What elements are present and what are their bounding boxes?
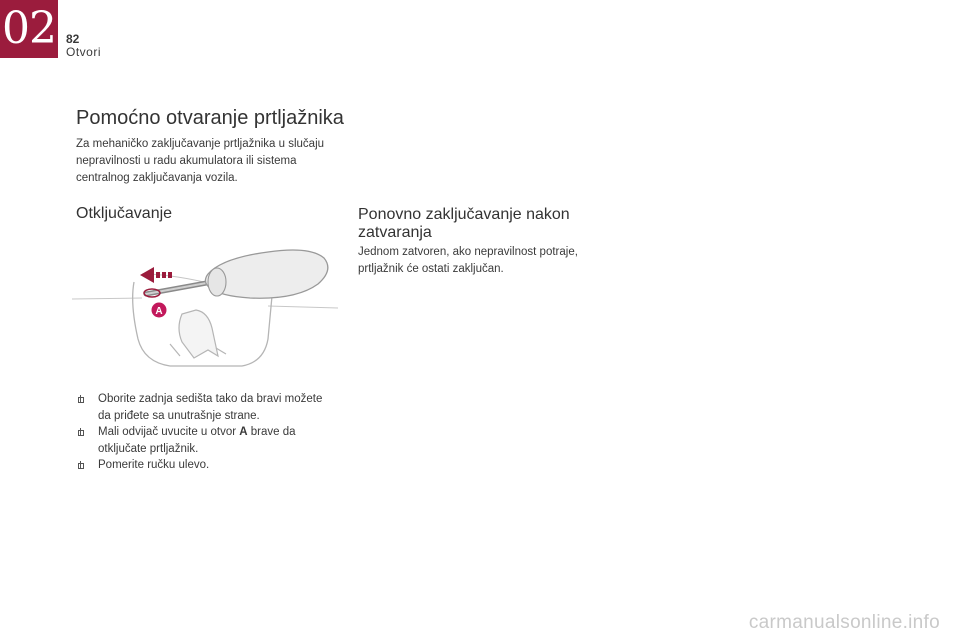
step-text-before: Mali odvijač uvucite u otvor <box>98 426 240 438</box>
list-item <box>76 457 336 474</box>
unlock-heading: Otključavanje <box>76 205 173 222</box>
intro-paragraph: Za mehaničko zaključavanje prtljažnika u slučaju nepravilnosti u radu akumulatora ili sistema centralnog zaključavanja vozila. <box>76 138 325 184</box>
chapter-number: 02 <box>2 3 56 54</box>
label-a-badge <box>152 303 167 318</box>
page-title: Pomoćno otvaranje prtljažnika <box>76 107 344 129</box>
watermark: carmanualsonline.info <box>748 612 940 633</box>
list-item <box>76 424 336 457</box>
step-text-after: brave da otključate prtljažnik. <box>98 426 296 455</box>
trunk-lock-illustration <box>72 244 338 374</box>
step-text: Oborite zadnja sedišta tako da bravi možete da priđete sa unutrašnje strane. <box>98 393 323 422</box>
svg-text:A: A <box>155 306 163 317</box>
unlock-steps <box>76 391 336 474</box>
left-arrow-icon <box>140 267 172 283</box>
chapter-tab <box>0 0 58 58</box>
lock-diagram <box>72 244 338 374</box>
section-name: Otvori <box>66 45 102 59</box>
checkbox-bullet-icon <box>78 463 84 469</box>
step-text: Pomerite ručku ulevo. <box>98 459 210 471</box>
checkbox-bullet-icon <box>78 430 84 436</box>
step-text-bold: A <box>239 426 248 438</box>
checkbox-bullet-icon <box>78 397 84 403</box>
relock-heading: Ponovno zaključavanje nakon zatvaranja <box>358 206 570 241</box>
page-number: 82 <box>66 32 80 46</box>
list-item <box>76 391 336 424</box>
relock-paragraph: Jednom zatvoren, ako nepravilnost potraje, prtljažnik će ostati zaključan. <box>358 246 578 275</box>
